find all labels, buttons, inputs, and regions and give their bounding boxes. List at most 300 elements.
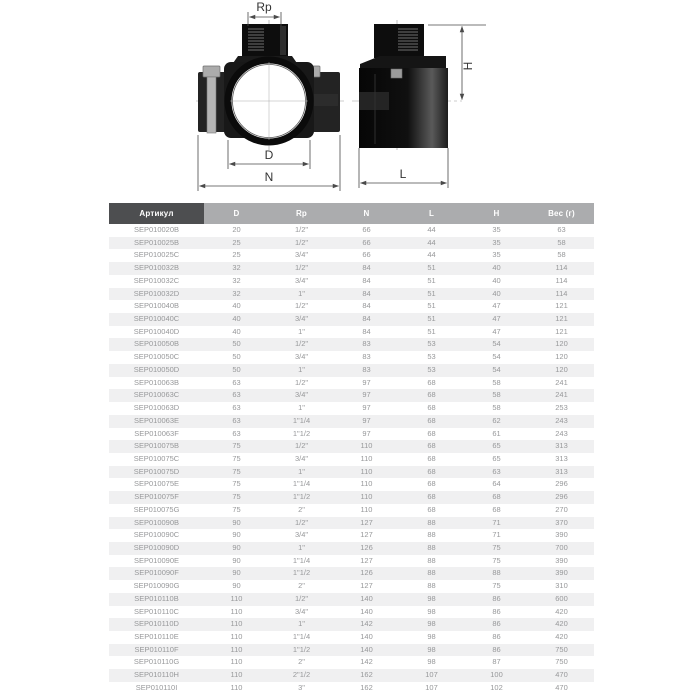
- value-cell: 84: [362, 263, 371, 273]
- value-cell: 110: [230, 606, 243, 616]
- value-cell: 58: [492, 403, 501, 413]
- value-cell: 420: [555, 632, 568, 641]
- value-cell: 1": [298, 542, 305, 552]
- article-cell: SEP010050C: [133, 352, 180, 362]
- table-row: [109, 338, 594, 351]
- value-cell: 66: [362, 225, 371, 234]
- value-cell: 50: [232, 339, 241, 349]
- article-cell: SEP010050D: [133, 364, 180, 374]
- value-cell: 110: [360, 504, 373, 514]
- value-cell: 54: [492, 364, 501, 374]
- value-cell: 162: [360, 682, 373, 692]
- value-cell: 120: [555, 364, 568, 374]
- article-cell: SEP010063C: [133, 390, 180, 400]
- value-cell: 86: [492, 593, 501, 603]
- value-cell: 90: [232, 530, 241, 540]
- article-cell: SEP010090G: [133, 581, 180, 591]
- value-cell: 126: [360, 568, 373, 578]
- value-cell: 61: [492, 428, 501, 438]
- table-row: [109, 682, 594, 695]
- value-cell: 47: [492, 301, 501, 311]
- value-cell: 97: [362, 415, 371, 425]
- value-cell: 97: [362, 390, 371, 400]
- value-cell: 68: [492, 492, 501, 502]
- article-cell: SEP010090B: [133, 517, 180, 527]
- value-cell: 110: [230, 619, 243, 629]
- value-cell: 68: [427, 441, 436, 451]
- table-row: [109, 466, 594, 479]
- value-cell: 700: [555, 542, 568, 552]
- value-cell: 63: [557, 225, 566, 234]
- table-row: [109, 440, 594, 453]
- table-row: [109, 262, 594, 275]
- table-row: [109, 275, 594, 288]
- value-cell: 35: [492, 237, 501, 247]
- table-row: [109, 326, 594, 339]
- article-cell: SEP010075D: [133, 466, 180, 476]
- value-cell: 47: [492, 314, 501, 324]
- value-cell: 98: [427, 606, 436, 616]
- value-cell: 110: [360, 479, 373, 489]
- value-cell: 107: [425, 670, 438, 680]
- value-cell: 120: [555, 352, 568, 362]
- table-row: [109, 644, 594, 657]
- value-cell: 32: [232, 288, 241, 298]
- value-cell: 127: [360, 530, 373, 540]
- value-cell: 98: [427, 619, 436, 629]
- table-row: [109, 249, 594, 262]
- value-cell: 3/4": [294, 606, 309, 616]
- value-cell: 110: [230, 670, 243, 680]
- value-cell: 750: [555, 657, 568, 667]
- article-cell: SEP010075G: [133, 504, 180, 514]
- value-cell: 110: [230, 644, 243, 654]
- article-cell: SEP010040B: [133, 301, 180, 311]
- value-cell: 63: [232, 403, 241, 413]
- value-cell: 140: [360, 593, 373, 603]
- value-cell: 40: [492, 275, 501, 285]
- column-header: D: [204, 203, 269, 224]
- value-cell: 98: [427, 644, 436, 654]
- value-cell: 310: [555, 581, 568, 591]
- table-row: [109, 389, 594, 402]
- value-cell: 127: [360, 581, 373, 591]
- value-cell: 75: [492, 542, 501, 552]
- article-cell: SEP010090E: [133, 555, 180, 565]
- table-row: [109, 631, 594, 644]
- value-cell: 140: [360, 632, 373, 641]
- column-header: Вес (г): [529, 203, 594, 224]
- value-cell: 40: [232, 314, 241, 324]
- value-cell: 47: [492, 326, 501, 336]
- value-cell: 88: [492, 568, 501, 578]
- value-cell: 68: [427, 504, 436, 514]
- table-row: [109, 428, 594, 441]
- value-cell: 98: [427, 657, 436, 667]
- value-cell: 44: [427, 237, 436, 247]
- value-cell: 1/2": [294, 237, 309, 247]
- value-cell: 114: [555, 275, 568, 285]
- value-cell: 88: [427, 568, 436, 578]
- value-cell: 68: [427, 492, 436, 502]
- value-cell: 420: [555, 606, 568, 616]
- value-cell: 1"1/4: [292, 479, 311, 489]
- value-cell: 110: [230, 682, 243, 692]
- value-cell: 90: [232, 555, 241, 565]
- l-dimension-label: L: [399, 167, 407, 181]
- value-cell: 64: [492, 479, 501, 489]
- value-cell: 1/2": [294, 263, 309, 273]
- value-cell: 84: [362, 314, 371, 324]
- value-cell: 83: [362, 339, 371, 349]
- article-cell: SEP010090D: [133, 542, 180, 552]
- value-cell: 1": [298, 326, 305, 336]
- value-cell: 58: [492, 377, 501, 387]
- value-cell: 3/4": [294, 250, 309, 260]
- value-cell: 114: [555, 288, 568, 298]
- value-cell: 90: [232, 568, 241, 578]
- value-cell: 140: [360, 644, 373, 654]
- table-row: [109, 313, 594, 326]
- value-cell: 2": [298, 504, 305, 514]
- value-cell: 75: [232, 441, 241, 451]
- value-cell: 3": [298, 682, 305, 692]
- value-cell: 243: [555, 428, 568, 438]
- table-row: [109, 529, 594, 542]
- value-cell: 110: [360, 466, 373, 476]
- value-cell: 1"1/2: [292, 644, 311, 654]
- table-row: [109, 453, 594, 466]
- value-cell: 86: [492, 632, 501, 641]
- value-cell: 1"1/2: [292, 428, 311, 438]
- value-cell: 32: [232, 275, 241, 285]
- value-cell: 1": [298, 619, 305, 629]
- rp-dimension-label: Rp: [256, 0, 272, 14]
- value-cell: 142: [360, 619, 373, 629]
- value-cell: 75: [492, 555, 501, 565]
- value-cell: 270: [555, 504, 568, 514]
- d-dimension-label: D: [264, 148, 274, 162]
- value-cell: 1": [298, 364, 305, 374]
- value-cell: 1/2": [294, 517, 309, 527]
- value-cell: 121: [555, 301, 568, 311]
- value-cell: 75: [232, 492, 241, 502]
- value-cell: 65: [492, 453, 501, 463]
- table-row: [109, 351, 594, 364]
- article-cell: SEP010110B: [134, 593, 179, 603]
- h-dimension-label: H: [461, 61, 475, 71]
- table-row: [109, 402, 594, 415]
- column-header: Артикул: [109, 203, 204, 224]
- table-row: [109, 542, 594, 555]
- value-cell: 110: [230, 657, 243, 667]
- value-cell: 98: [427, 593, 436, 603]
- value-cell: 241: [555, 390, 568, 400]
- article-cell: SEP010075E: [133, 479, 180, 489]
- value-cell: 1/2": [294, 339, 309, 349]
- value-cell: 120: [555, 339, 568, 349]
- value-cell: 3/4": [294, 530, 309, 540]
- value-cell: 40: [492, 288, 501, 298]
- value-cell: 313: [555, 441, 568, 451]
- article-cell: SEP010032B: [133, 263, 180, 273]
- value-cell: 98: [427, 632, 436, 641]
- value-cell: 32: [232, 263, 241, 273]
- value-cell: 84: [362, 288, 371, 298]
- value-cell: 90: [232, 581, 241, 591]
- value-cell: 2"1/2: [292, 670, 311, 680]
- rp-dimension: [248, 12, 281, 26]
- value-cell: 243: [555, 415, 568, 425]
- value-cell: 71: [492, 517, 501, 527]
- value-cell: 88: [427, 555, 436, 565]
- value-cell: 470: [555, 682, 568, 692]
- value-cell: 1"1/2: [292, 568, 311, 578]
- value-cell: 62: [492, 415, 501, 425]
- value-cell: 63: [232, 390, 241, 400]
- value-cell: 51: [427, 314, 436, 324]
- value-cell: 390: [555, 530, 568, 540]
- value-cell: 390: [555, 568, 568, 578]
- threaded-outlet: [242, 24, 288, 57]
- value-cell: 88: [427, 530, 436, 540]
- value-cell: 1/2": [294, 301, 309, 311]
- value-cell: 1": [298, 288, 305, 298]
- value-cell: 40: [232, 301, 241, 311]
- article-cell: SEP010075C: [133, 453, 180, 463]
- article-cell: SEP010063B: [133, 377, 180, 387]
- value-cell: 54: [492, 339, 501, 349]
- value-cell: 25: [232, 250, 241, 260]
- article-cell: SEP010110H: [134, 670, 179, 680]
- value-cell: 110: [230, 593, 243, 603]
- value-cell: 75: [232, 504, 241, 514]
- table-row: [109, 364, 594, 377]
- value-cell: 107: [425, 682, 438, 692]
- table-row: [109, 377, 594, 390]
- value-cell: 75: [232, 479, 241, 489]
- article-cell: SEP010032D: [133, 288, 180, 298]
- value-cell: 127: [360, 517, 373, 527]
- value-cell: 68: [427, 479, 436, 489]
- value-cell: 3/4": [294, 314, 309, 324]
- value-cell: 88: [427, 517, 436, 527]
- value-cell: 20: [232, 225, 241, 234]
- spec-table-body: [109, 224, 594, 695]
- table-row: [109, 504, 594, 517]
- value-cell: 110: [360, 441, 373, 451]
- value-cell: 600: [555, 593, 568, 603]
- value-cell: 127: [360, 555, 373, 565]
- value-cell: 296: [555, 479, 568, 489]
- value-cell: 53: [427, 352, 436, 362]
- value-cell: 2": [298, 581, 305, 591]
- value-cell: 54: [492, 352, 501, 362]
- value-cell: 110: [360, 453, 373, 463]
- article-cell: SEP010075F: [134, 492, 179, 502]
- value-cell: 58: [492, 390, 501, 400]
- value-cell: 40: [232, 326, 241, 336]
- table-row: [109, 224, 594, 237]
- value-cell: 53: [427, 339, 436, 349]
- value-cell: 83: [362, 364, 371, 374]
- value-cell: 66: [362, 237, 371, 247]
- value-cell: 83: [362, 352, 371, 362]
- value-cell: 1": [298, 466, 305, 476]
- article-cell: SEP010110E: [134, 632, 179, 641]
- table-row: [109, 415, 594, 428]
- article-cell: SEP010110F: [134, 644, 179, 654]
- value-cell: 75: [232, 466, 241, 476]
- column-header: Rp: [269, 203, 334, 224]
- value-cell: 68: [492, 504, 501, 514]
- article-cell: SEP010110C: [134, 606, 179, 616]
- column-header: N: [334, 203, 399, 224]
- value-cell: 53: [427, 364, 436, 374]
- technical-drawing: [0, 0, 700, 200]
- value-cell: 90: [232, 517, 241, 527]
- bolt-shaft-icon: [207, 77, 216, 133]
- value-cell: 68: [427, 390, 436, 400]
- value-cell: 750: [555, 644, 568, 654]
- value-cell: 1": [298, 403, 305, 413]
- table-row: [109, 669, 594, 682]
- value-cell: 86: [492, 606, 501, 616]
- table-row: [109, 567, 594, 580]
- table-row: [109, 478, 594, 491]
- value-cell: 88: [427, 581, 436, 591]
- article-cell: SEP010040D: [133, 326, 180, 336]
- value-cell: 253: [555, 403, 568, 413]
- article-cell: SEP010110I: [135, 682, 178, 692]
- table-row: [109, 237, 594, 250]
- value-cell: 1"1/4: [292, 415, 311, 425]
- value-cell: 75: [232, 453, 241, 463]
- article-cell: SEP010063F: [134, 428, 179, 438]
- value-cell: 3/4": [294, 352, 309, 362]
- value-cell: 1/2": [294, 377, 309, 387]
- value-cell: 3/4": [294, 275, 309, 285]
- value-cell: 121: [555, 314, 568, 324]
- table-row: [109, 593, 594, 606]
- article-cell: SEP010063E: [133, 415, 180, 425]
- value-cell: 51: [427, 288, 436, 298]
- value-cell: 35: [492, 225, 501, 234]
- value-cell: 110: [360, 492, 373, 502]
- value-cell: 63: [232, 428, 241, 438]
- article-cell: SEP010025B: [133, 237, 180, 247]
- value-cell: 51: [427, 301, 436, 311]
- value-cell: 90: [232, 542, 241, 552]
- value-cell: 97: [362, 377, 371, 387]
- article-cell: SEP010032C: [133, 275, 180, 285]
- value-cell: 121: [555, 326, 568, 336]
- table-row: [109, 300, 594, 313]
- table-row: [109, 580, 594, 593]
- article-cell: SEP010110D: [134, 619, 179, 629]
- value-cell: 100: [490, 670, 503, 680]
- value-cell: 71: [492, 530, 501, 540]
- value-cell: 390: [555, 555, 568, 565]
- value-cell: 44: [427, 250, 436, 260]
- value-cell: 68: [427, 453, 436, 463]
- value-cell: 97: [362, 403, 371, 413]
- value-cell: 51: [427, 326, 436, 336]
- value-cell: 1"1/4: [292, 555, 311, 565]
- value-cell: 110: [230, 632, 243, 641]
- value-cell: 44: [427, 225, 436, 234]
- table-header-row: [109, 203, 594, 224]
- value-cell: 51: [427, 263, 436, 273]
- value-cell: 1/2": [294, 225, 309, 234]
- value-cell: 84: [362, 326, 371, 336]
- value-cell: 84: [362, 301, 371, 311]
- column-header: H: [464, 203, 529, 224]
- value-cell: 142: [360, 657, 373, 667]
- value-cell: 313: [555, 466, 568, 476]
- value-cell: 68: [427, 403, 436, 413]
- article-cell: SEP010020B: [133, 225, 180, 234]
- value-cell: 84: [362, 275, 371, 285]
- value-cell: 114: [555, 263, 568, 273]
- value-cell: 370: [555, 517, 568, 527]
- article-cell: SEP010090F: [134, 568, 179, 578]
- value-cell: 58: [557, 250, 566, 260]
- value-cell: 296: [555, 492, 568, 502]
- value-cell: 86: [492, 644, 501, 654]
- value-cell: 126: [360, 542, 373, 552]
- side-view: [352, 20, 486, 188]
- value-cell: 63: [232, 415, 241, 425]
- value-cell: 88: [427, 542, 436, 552]
- value-cell: 68: [427, 428, 436, 438]
- column-header: L: [399, 203, 464, 224]
- value-cell: 97: [362, 428, 371, 438]
- value-cell: 50: [232, 364, 241, 374]
- n-dimension-label: N: [264, 170, 274, 184]
- value-cell: 3/4": [294, 453, 309, 463]
- value-cell: 102: [490, 682, 503, 692]
- table-row: [109, 288, 594, 301]
- article-cell: SEP010040C: [133, 314, 180, 324]
- article-cell: SEP010075B: [133, 441, 180, 451]
- value-cell: 68: [427, 415, 436, 425]
- article-cell: SEP010025C: [133, 250, 180, 260]
- value-cell: 87: [492, 657, 501, 667]
- front-view: [196, 0, 344, 191]
- value-cell: 75: [492, 581, 501, 591]
- value-cell: 313: [555, 453, 568, 463]
- value-cell: 58: [557, 237, 566, 247]
- value-cell: 50: [232, 352, 241, 362]
- value-cell: 470: [555, 670, 568, 680]
- value-cell: 65: [492, 441, 501, 451]
- value-cell: 1/2": [294, 593, 309, 603]
- table-row: [109, 555, 594, 568]
- table-row: [109, 517, 594, 530]
- value-cell: 86: [492, 619, 501, 629]
- clamp-insert-icon: [391, 69, 402, 78]
- value-cell: 68: [427, 466, 436, 476]
- article-cell: SEP010050B: [133, 339, 180, 349]
- value-cell: 51: [427, 275, 436, 285]
- value-cell: 63: [492, 466, 501, 476]
- value-cell: 25: [232, 237, 241, 247]
- value-cell: 63: [232, 377, 241, 387]
- value-cell: 35: [492, 250, 501, 260]
- article-cell: SEP010090C: [133, 530, 180, 540]
- bolt-head-icon: [203, 66, 220, 77]
